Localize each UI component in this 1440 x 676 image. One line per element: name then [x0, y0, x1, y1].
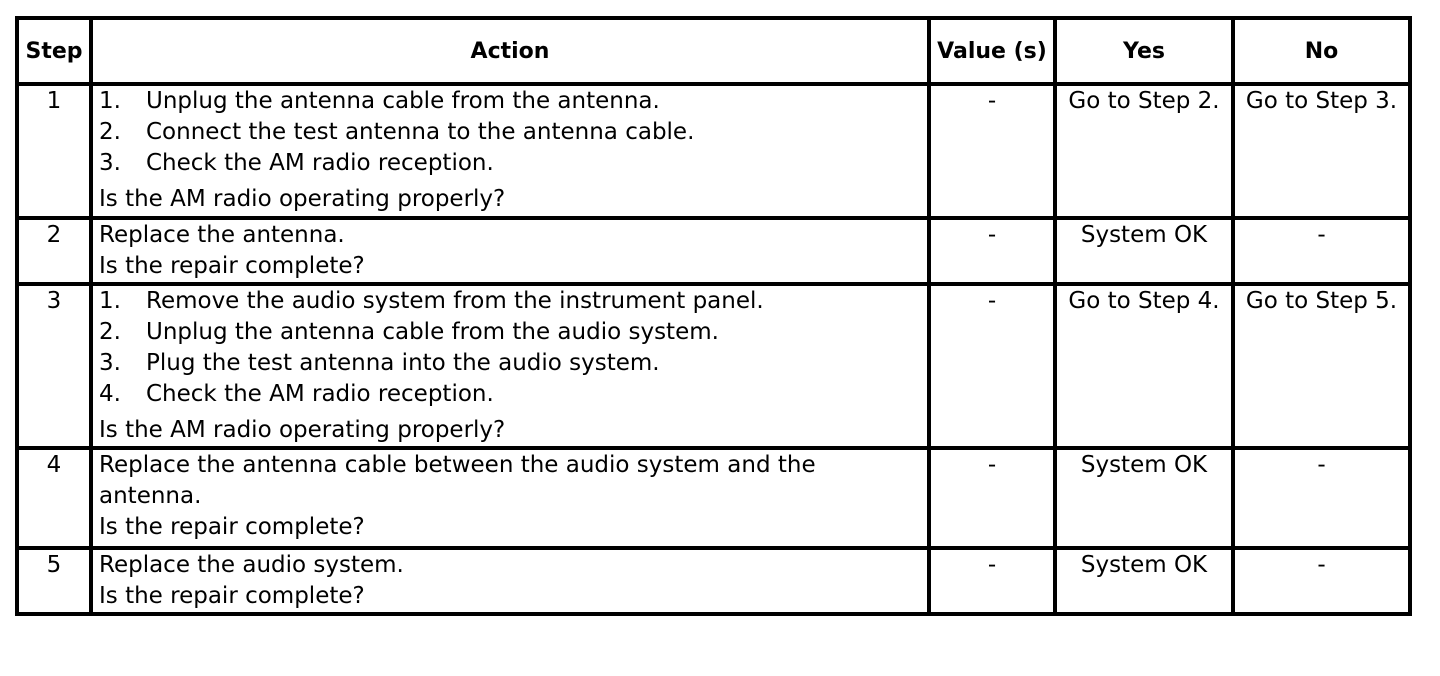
item-number: 2. [99, 119, 121, 145]
list-item [99, 379, 921, 410]
no-cell: Go to Step 3. [1233, 84, 1410, 218]
step-number: 1 [17, 84, 91, 218]
value-cell: - [929, 218, 1055, 284]
value-cell: - [929, 284, 1055, 448]
yes-cell: System OK [1055, 448, 1233, 548]
list-item [99, 286, 921, 317]
action-list [99, 286, 921, 410]
action-cell [91, 84, 929, 218]
item-text: Connect the test antenna to the antenna cable. [146, 119, 695, 145]
item-number: 3. [99, 150, 121, 176]
yes-cell: System OK [1055, 218, 1233, 284]
value-cell: - [929, 84, 1055, 218]
item-number: 2. [99, 319, 121, 345]
item-number: 1. [99, 288, 121, 314]
header-value: Value (s) [929, 18, 1055, 84]
step-number: 5 [17, 548, 91, 614]
action-line: Replace the antenna cable between the audio system and the antenna. [99, 452, 816, 509]
value-cell: - [929, 548, 1055, 614]
no-cell: - [1233, 218, 1410, 284]
list-item [99, 348, 921, 379]
action-line: Is the repair complete? [99, 514, 365, 540]
item-number: 4. [99, 381, 121, 407]
item-text: Remove the audio system from the instrument panel. [146, 288, 764, 314]
table-row [17, 284, 1410, 448]
list-item [99, 117, 921, 148]
item-text: Unplug the antenna cable from the antenna. [146, 88, 660, 114]
yes-cell: System OK [1055, 548, 1233, 614]
no-cell: Go to Step 5. [1233, 284, 1410, 448]
diagnostic-table [15, 16, 1412, 616]
item-number: 1. [99, 88, 121, 114]
header-row [17, 18, 1410, 84]
step-number: 2 [17, 218, 91, 284]
step-number: 3 [17, 284, 91, 448]
question-text: Is the AM radio operating properly? [99, 417, 506, 443]
yes-cell: Go to Step 2. [1055, 84, 1233, 218]
no-cell: - [1233, 448, 1410, 548]
item-text: Plug the test antenna into the audio system. [146, 350, 660, 376]
action-cell [91, 218, 929, 284]
item-number: 3. [99, 350, 121, 376]
value-cell: - [929, 448, 1055, 548]
action-line: Replace the antenna. [99, 222, 345, 248]
action-line: Is the repair complete? [99, 583, 365, 609]
item-text: Unplug the antenna cable from the audio system. [146, 319, 719, 345]
item-text: Check the AM radio reception. [146, 150, 494, 176]
yes-cell: Go to Step 4. [1055, 284, 1233, 448]
table-row [17, 548, 1410, 614]
question-text: Is the AM radio operating properly? [99, 186, 506, 212]
action-cell [91, 448, 929, 548]
header-no: No [1233, 18, 1410, 84]
action-cell [91, 548, 929, 614]
action-line: Replace the audio system. [99, 552, 404, 578]
list-item [99, 86, 921, 117]
header-yes: Yes [1055, 18, 1233, 84]
step-number: 4 [17, 448, 91, 548]
item-text: Check the AM radio reception. [146, 381, 494, 407]
table-row [17, 448, 1410, 548]
list-item [99, 148, 921, 179]
action-list [99, 86, 921, 179]
table-row [17, 218, 1410, 284]
action-line: Is the repair complete? [99, 253, 365, 279]
header-step: Step [17, 18, 91, 84]
list-item [99, 317, 921, 348]
table-row [17, 84, 1410, 218]
no-cell: - [1233, 548, 1410, 614]
action-cell [91, 284, 929, 448]
header-action: Action [91, 18, 929, 84]
